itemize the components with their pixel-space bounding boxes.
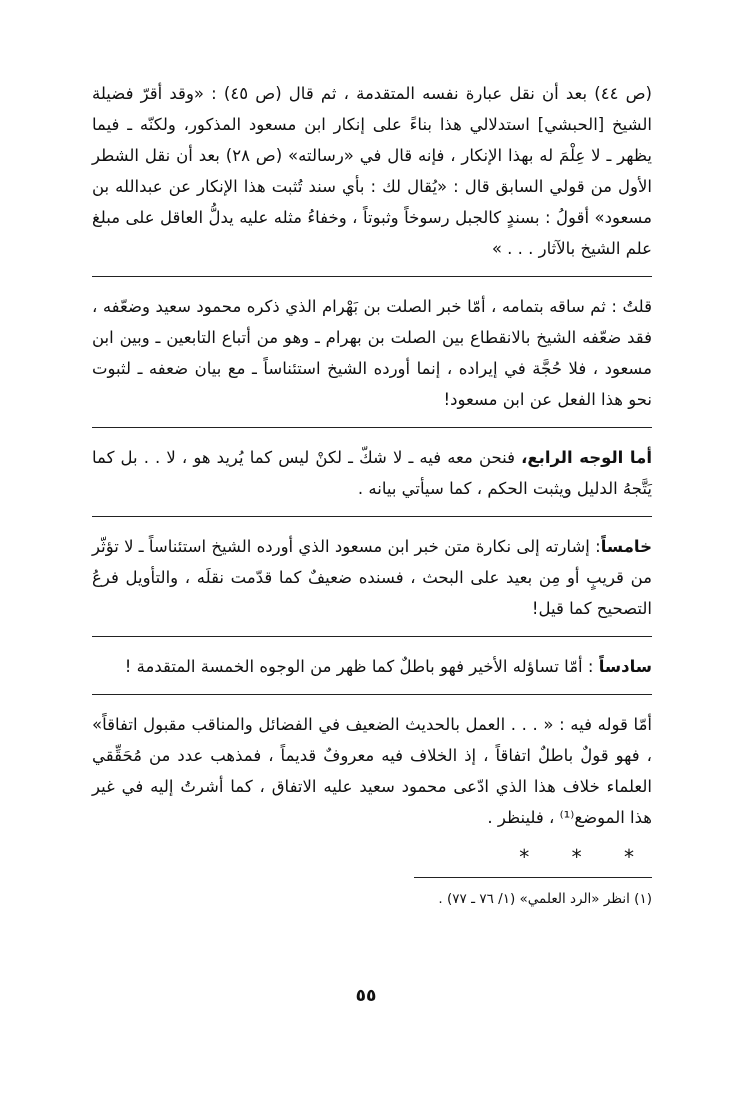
paragraph-5-text: : أمّا تساؤله الأخير فهو باطلٌ كما ظهر من الوجوه الخمسة المتقدمة ! (124, 657, 599, 676)
paragraph-divider (92, 694, 652, 695)
section-separator-stars (92, 845, 652, 869)
footnote-text: (١) انظر «الرد العلمي» (١/ ٧٦ ـ ٧٧) . (438, 891, 652, 907)
paragraph-sixth (92, 651, 652, 682)
paragraph-quote (92, 78, 652, 264)
paragraph-6-text: أمّا قوله فيه : « . . . العمل بالحديث الضعيف في الفضائل والمناقب مقبول اتفاقاً» ، فهو قولٌ باطلٌ اتفاقاً ، إذ الخلاف فيه معروفٌ قديماً ، فمذهب عدد من مُحَقِّقي العلماء خلاف هذا الذي ادّعى محمود سعيد عليه الاتفاق ، كما أشرتُ إليه في غير هذا الموضع⁽¹⁾ ، فلينظر . (92, 715, 652, 827)
paragraph-4-text: : إشارته إلى نكارة متن خبر ابن مسعود الذي أورده الشيخ استئناساً ـ لا تؤثّر من قريبٍ أو مِن بعيد على البحث ، فسنده ضعيفٌ كما قدّمت نقلَه ، والتأويل فرعُ التصحيح كما قيل! (92, 537, 652, 618)
page-body (92, 78, 652, 910)
paragraph-divider (92, 516, 652, 517)
star-glyph: * (571, 845, 582, 869)
star-glyph: * (519, 845, 530, 869)
paragraph-weak-hadith (92, 709, 652, 833)
star-glyph: * (624, 845, 634, 869)
paragraph-fifth (92, 531, 652, 624)
paragraph-5-lead: سادساً (598, 657, 652, 676)
paragraph-3-lead: أما الوجه الرابع، (521, 448, 652, 467)
footnote-divider (414, 877, 652, 878)
paragraph-1-text: (ص ٤٤) بعد أن نقل عبارة نفسه المتقدمة ، ثم قال (ص ٤٥) : «وقد أقرّ فضيلة الشيخ [الحبشي] استدلالي هذا بناءً على إنكار ابن مسعود المذكور، ولكنّه ـ فيما يظهر ـ لا عِلْمَ له بهذا الإنكار ، فإنه قال في «رسالته» (ص ٢٨) بعد أن نقل الشطر الأول من قولي السابق قال : «يُقال لك : بأي سند تُثبت هذا الإنكار عن عبدالله بن مسعود» أقولُ : بسندٍ كالجبل رسوخاً وثبوتاً ، وخفاءُ مثله عليه يدلُّ العاقل على مبلغ علم الشيخ بالآثار . . . » (92, 84, 652, 258)
paragraph-divider (92, 636, 652, 637)
paragraph-2-text: قلتُ : ثم ساقه بتمامه ، أمّا خبر الصلت بن بَهْرام الذي ذكره محمود سعيد وضعّفه ، فقد ضعّفه الشيخ بالانقطاع بين الصلت بن بهرام ـ وهو من أتباع التابعين ـ وبين ابن مسعود ، فلا حُجَّة في إيراده ، إنما أورده الشيخ استئناساً ـ مع بيان ضعفه ـ لثبوت نحو هذا الفعل عن ابن مسعود! (92, 297, 652, 409)
page-number: ٥٥ (355, 986, 377, 1006)
paragraph-qultu (92, 291, 652, 415)
paragraph-divider (92, 427, 652, 428)
paragraph-fourth-aspect (92, 442, 652, 504)
footnote (92, 888, 652, 910)
paragraph-3-text: فنحن معه فيه ـ لا شكّ ـ لكنْ ليس كما يُريد هو ، لا . . بل كما يَتَّجهُ الدليل ويثبت الحكم ، كما سيأتي بيانه . (92, 448, 652, 498)
paragraph-4-lead: خامساً (600, 537, 652, 556)
paragraph-divider (92, 276, 652, 277)
